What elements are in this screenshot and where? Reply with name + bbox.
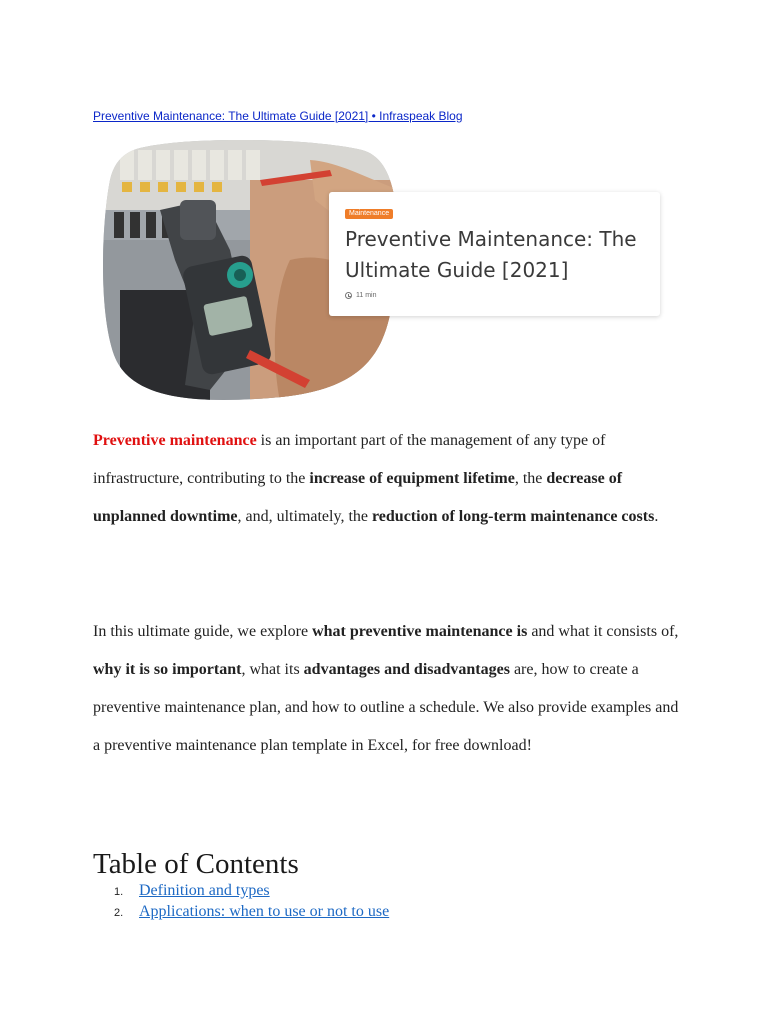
read-time [345,292,377,299]
intro-paragraph-2 [93,613,683,765]
toc-link-definition[interactable]: Definition and types [139,882,270,899]
toc-heading: Table of Contents [93,848,299,880]
read-time-label: 11 min [356,292,377,299]
text-run: In this ultimate guide, we explore [93,623,313,640]
article-card [329,192,660,316]
intro-paragraph-1 [93,422,683,536]
toc-item [93,903,389,924]
clock-icon [345,292,352,299]
text-run: , and, ultimately, the [237,508,372,525]
text-run: reduction of long-term maintenance costs [371,508,655,525]
hero-image [100,140,680,402]
text-run: Preventive maintenance [93,432,257,449]
text-run: why it is so important [93,661,242,678]
text-run: increase of equipment lifetime [309,470,515,487]
text-run: what preventive maintenance is [312,623,528,640]
text-run: are, how to create a preventive maintenance plan, and how to outline a schedule. We also provide examples and a preventive maintenance plan template in Excel, for free download! [93,661,679,754]
toc-item [93,882,389,903]
text-run: , what its [241,661,304,678]
text-run: , the [514,470,547,487]
toc-list [93,882,389,924]
source-link[interactable]: Preventive Maintenance: The Ultimate Guide [2021] • Infraspeak Blog [93,109,463,123]
text-run: . [654,508,659,525]
toc-number: 2. [114,907,124,919]
toc-link-applications[interactable]: Applications: when to use or not to use [139,903,390,920]
toc-number: 1. [114,886,124,898]
category-badge: Maintenance [345,209,393,219]
text-run: advantages and disadvantages [303,661,510,678]
text-run: and what it consists of, [527,623,679,640]
text-run: decrease of unplanned downtime [93,470,623,525]
text-run: is an important part of the management of any type of infrastructure, contributing to the [93,432,606,487]
article-title: Preventive Maintenance: The Ultimate Guide [2021] [345,227,637,282]
